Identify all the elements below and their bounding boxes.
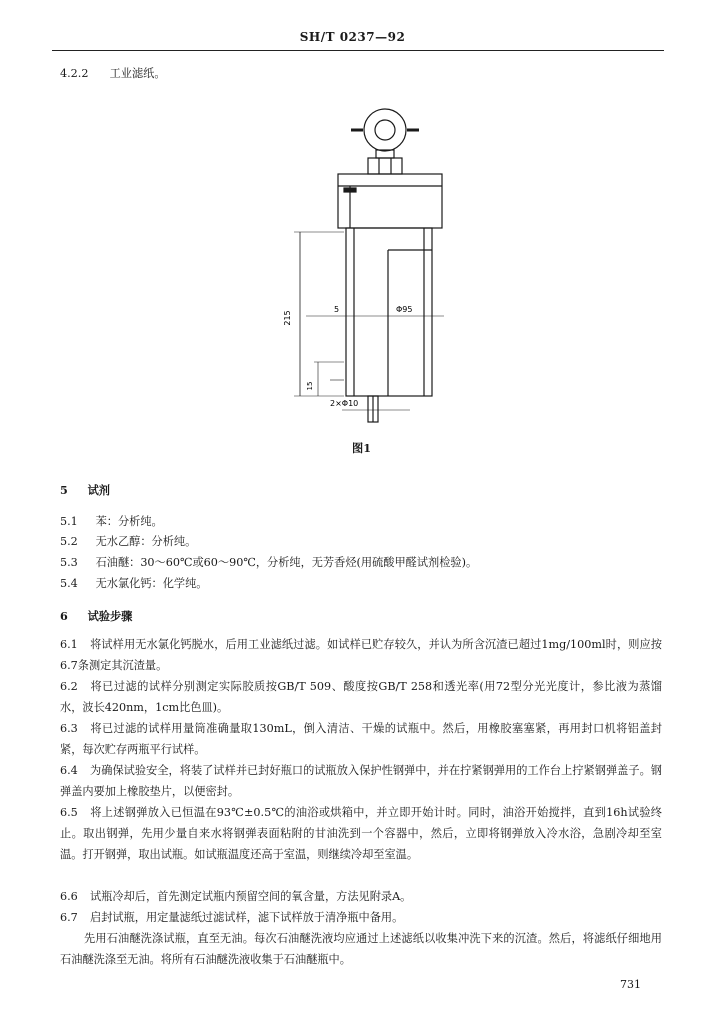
item-number: 5.3	[60, 556, 78, 569]
para-text: 将已过滤的试样分别测定实际胶质按GB/T 509、酸度按GB/T 258和透光率(用72型分光光度计，参比液为蒸馏水，波长420nm，1cm比色皿)。	[60, 680, 662, 714]
lifting-ring-hole	[375, 120, 395, 140]
clause-text: 工业滤纸。	[109, 67, 166, 80]
item-text: 无水乙醇：分析纯。	[95, 535, 197, 548]
item-text: 石油醚：30～60℃或60～90℃，分析纯，无芳香烃(用硫酸甲醛试剂检验)。	[95, 556, 478, 569]
para-text: 将已过滤的试样用量筒准确量取130mL，倒入清洁、干燥的试瓶中。然后，用橡胶塞塞紧，再用封口机将铝盖封紧，每次贮存两瓶平行试样。	[60, 722, 662, 756]
paragraph-6-4	[60, 760, 662, 802]
para-number: 6.3	[60, 722, 78, 735]
item-5-1	[60, 514, 163, 530]
lifting-ring	[364, 109, 406, 151]
section-5-number: 5	[60, 483, 68, 497]
paragraph-6-7-continued	[60, 928, 662, 970]
para-text: 为确保试验安全，将装了试样并已封好瓶口的试瓶放入保护性钢弹中，并在拧紧钢弹用的工作台上拧紧钢弹盖子。钢弹盖内要加上橡胶垫片，以便密封。	[60, 764, 662, 798]
page-number: 731	[620, 978, 641, 991]
standard-number-header: SH/T 0237—92	[299, 30, 406, 44]
section-5-title: 试剂	[87, 483, 110, 497]
dim-5-label: 5	[334, 305, 340, 314]
item-5-4	[60, 576, 207, 592]
para-number: 6.7	[60, 911, 78, 924]
paragraph-6-5	[60, 802, 662, 886]
para-text: 将试样用无水氯化钙脱水，后用工业滤纸过滤。如试样已贮存较久，并认为所含沉渣已超过1mg/100ml时，则应按6.7条测定其沉渣量。	[60, 638, 662, 672]
bomb-body	[346, 228, 432, 396]
header-rule	[52, 50, 664, 51]
figure-1-bomb-drawing	[270, 100, 470, 430]
para-number: 6.6	[60, 890, 78, 903]
hex-nut	[368, 158, 402, 174]
paragraph-6-2	[60, 676, 662, 718]
item-number: 5.4	[60, 577, 78, 590]
bomb-cap	[338, 174, 442, 228]
item-5-3	[60, 555, 477, 571]
para-text: 先用石油醚洗涤试瓶，直至无油。每次石油醚洗液均应通过上述滤纸以收集冲洗下来的沉渣。然后，将滤纸仔细地用石油醚洗涤至无油。将所有石油醚洗液收集于石油醚瓶中。	[60, 932, 662, 966]
item-number: 5.2	[60, 535, 78, 548]
paragraph-6-6	[60, 886, 662, 907]
paragraph-6-3	[60, 718, 662, 760]
paragraph-6-1	[60, 634, 662, 676]
figure-caption: 图1	[352, 441, 371, 455]
section-6-number: 6	[60, 609, 68, 623]
item-text: 苯：分析纯。	[95, 515, 163, 528]
section-6-title: 试验步骤	[87, 609, 133, 623]
section-6-heading	[60, 608, 132, 624]
para-text: 将上述钢弹放入已恒温在93℃±0.5℃的油浴或烘箱中，并立即开始计时。同时，油浴开始搅拌，直到16h试验终止。取出钢弹，先用少量自来水将钢弹表面粘附的甘油洗到一个容器中，然后，立即将钢弹放入冷水浴，急剧冷却至室温。打开钢弹，取出试瓶。如试瓶温度还高于室温，则继续冷却至室温。	[60, 806, 662, 861]
para-number: 6.2	[60, 680, 78, 693]
item-5-2	[60, 534, 196, 550]
para-text: 试瓶冷却后，首先测定试瓶内预留空间的氧含量，方法见附录A。	[90, 890, 412, 903]
section-5-heading	[60, 482, 110, 498]
dim-small-label: 15	[306, 381, 314, 391]
clause-number: 4.2.2	[60, 67, 89, 80]
item-number: 5.1	[60, 515, 78, 528]
paragraph-6-7	[60, 907, 662, 928]
dim-hole-label: 2×Φ10	[330, 399, 359, 408]
para-number: 6.5	[60, 806, 78, 819]
item-text: 无水氯化钙：化学纯。	[95, 577, 208, 590]
dim-diameter-label: Φ95	[396, 305, 413, 314]
para-text: 启封试瓶，用定量滤纸过滤试样，滤下试样放于清净瓶中备用。	[90, 911, 404, 924]
para-number: 6.4	[60, 764, 78, 777]
clause-4-2-2	[60, 66, 166, 82]
dim-height-label: 215	[283, 310, 292, 326]
para-number: 6.1	[60, 638, 78, 651]
